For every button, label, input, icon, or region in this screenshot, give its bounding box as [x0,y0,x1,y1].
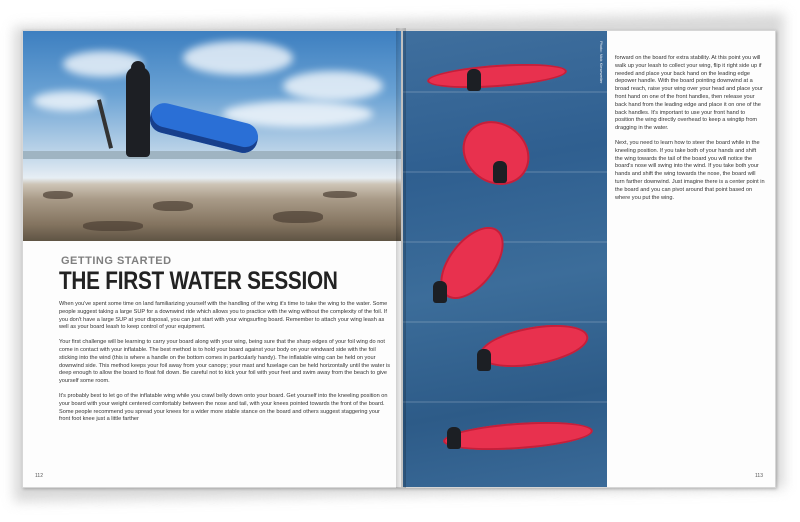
page-number: 112 [35,473,43,479]
page-title: THE FIRST WATER SESSION [59,267,338,295]
rider-figure [433,281,447,303]
rider-figure [493,161,507,183]
paragraph: Next, you need to learn how to steer the board while in the kneeling position. If you take both of your hands and shift the wing towards the tail of the board you will notice the board's nose will swing into the wind. If you take both your hands and shift the wing towards the nose, the board will turn farther downwind. Just imagine there is a center point in the board and you can pivot around that point based on where you put the wing. [615,139,765,201]
paragraph: forward on the board for extra stability. At this point you will walk up your leash to collect your wing, flip it right side up if needed and place your back hand on the leading edge depower handle. With the board pointing downwind at a broad reach, raise your wing over your head and place your front hand on one of the front handles, then release your back hand from the leading edge and place it on one of the back handles. It's important to use your front hand to position the wing directly overhead to keep a wingtip from dragging in the water. [615,55,763,132]
beach-photo [23,31,401,241]
water-photo [403,31,607,487]
left-body-text [59,301,391,431]
paragraph: It's probably best to let go of the inflatable wing while you crawl belly down onto your board. Get yourself into the kneeling position on your board with your weight centered comfortably between the nose and tail, with your knees pointed towards the front of the board. Some people recommend you spread your knees for a wider more stable stance on the board and others suggest staggering your front foot knee just a little farther [59,392,388,423]
wing-shape [450,108,542,198]
section-subtitle: GETTING STARTED [61,255,172,267]
paragraph: When you've spent some time on land familiarizing yourself with the handling of the wing it's time to take the wing to the water. Some people suggest taking a large SUP for a downwind ride which allows you to practice with the wing without the complexity of the foil. If you don't have a large SUP at your disposal, you can just start with your wingsurfing board. Remember to attach your wing leash as well as your board leash to keep control of your equipment. [59,301,388,331]
photo-credit: Photo: Nick Kiesewetter [599,41,604,84]
wing-shape [477,318,592,375]
rider-figure [126,67,150,157]
left-page [22,30,402,488]
rider-figure [467,69,481,91]
rider-figure [477,349,491,371]
foil-shape [97,99,113,148]
rider-figure [447,427,461,449]
page-number: 113 [755,473,763,479]
right-body-text [615,55,765,209]
right-page [402,30,776,488]
paragraph: Your first challenge will be learning to carry your board along with your wing, being sure that the sharp edges of your foil wing do not come in contact with your inflatable. The best method is to hold your board against your body on your windward side with the foil sticking into the wind (this is where a handle on the bottom comes in particularly handy). The inflatable wing can be held on your downwind side. This method keeps your foil away from your canopy; your mast and fuselage can be held horizontally until the water is deep enough to allow the board to float foil down. Be careful not to kick your foil with your feet and swim away from the beach to give yourself some room. [59,339,391,385]
book-gutter [396,28,406,488]
wing-shape [426,60,567,92]
wing-shape [442,418,593,454]
